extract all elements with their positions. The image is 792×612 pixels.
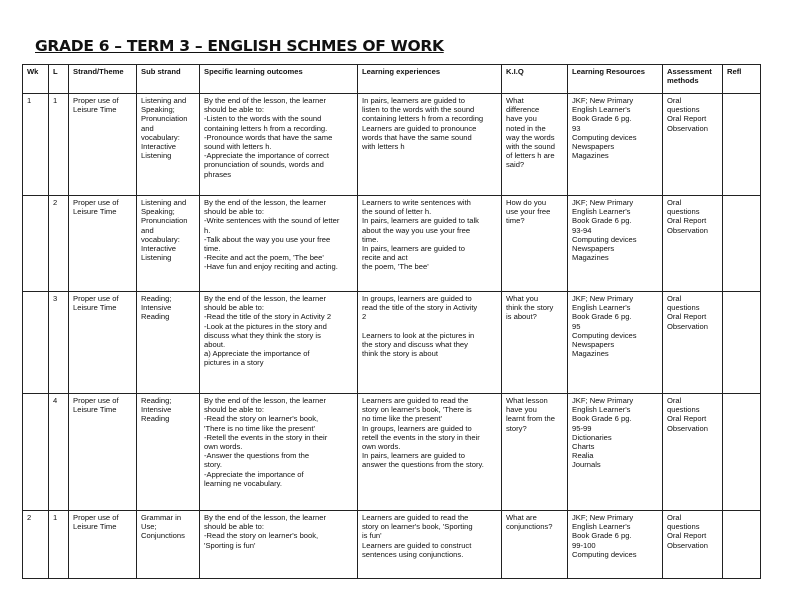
cell-outcomes: By the end of the lesson, the learner should be able to: -Read the story on learner's book, 'Sporting is fun' [200,511,358,579]
table-row [23,94,761,196]
scheme-of-work-table [22,64,761,579]
header-outcomes: Specific learning outcomes [200,65,358,94]
cell-sub-strand: Reading; Intensive Reading [137,394,200,511]
cell-experiences: In pairs, learners are guided to listen to the words with the sound containing letters h from a recording Learners are guided to pronounce words that have the same sound with letters h [358,94,502,196]
cell-resources: JKF; New Primary English Learner's Book Grade 6 pg. 95-99 Dictionaries Charts Realia Journals [568,394,663,511]
header-kiq: K.I.Q [502,65,568,94]
cell-reflection [723,394,761,511]
cell-strand: Proper use of Leisure Time [69,394,137,511]
cell-reflection [723,511,761,579]
cell-experiences: Learners are guided to read the story on learner's book, 'Sporting is fun' Learners are guided to construct sentences using conjunctions. [358,511,502,579]
cell-sub-strand: Reading; Intensive Reading [137,292,200,394]
header-sub-strand: Sub strand [137,65,200,94]
cell-resources: JKF; New Primary English Learner's Book Grade 6 pg. 93-94 Computing devices Newspapers Magazines [568,196,663,292]
cell-reflection [723,94,761,196]
cell-week [23,196,49,292]
cell-strand: Proper use of Leisure Time [69,94,137,196]
header-lesson: L [49,65,69,94]
cell-week: 2 [23,511,49,579]
cell-assessment: Oral questions Oral Report Observation [663,511,723,579]
cell-outcomes: By the end of the lesson, the learner should be able to: -Listen to the words with the sound containing letters h from a recording. -Pronounce words that have the same sound with letters h. -Appreciate the importance of correct pronunciation of sounds, words and phrases [200,94,358,196]
cell-sub-strand: Listening and Speaking; Pronunciation and vocabulary: Interactive Listening [137,94,200,196]
cell-experiences: In groups, learners are guided to read the title of the story in Activity 2 Learners to look at the pictures in the story and discuss what they think the story is about [358,292,502,394]
cell-reflection [723,196,761,292]
header-week: Wk [23,65,49,94]
cell-kiq: What difference have you noted in the way the words with the sound of letters h are said? [502,94,568,196]
cell-reflection [723,292,761,394]
cell-lesson: 1 [49,511,69,579]
cell-experiences: Learners to write sentences with the sound of letter h. In pairs, learners are guided to talk about the way you use your free time. In pairs, learners are guided to recite and act the poem, 'The bee' [358,196,502,292]
header-reflection: Refl [723,65,761,94]
cell-strand: Proper use of Leisure Time [69,196,137,292]
cell-sub-strand: Grammar in Use; Conjunctions [137,511,200,579]
cell-kiq: What lesson have you learnt from the story? [502,394,568,511]
header-row [23,65,761,94]
cell-kiq: What are conjunctions? [502,511,568,579]
cell-outcomes: By the end of the lesson, the learner should be able to: -Read the title of the story in Activity 2 -Look at the pictures in the story and discuss what they think the story is about. a) Appreciate the importance of pictures in a story [200,292,358,394]
cell-assessment: Oral questions Oral Report Observation [663,394,723,511]
cell-lesson: 1 [49,94,69,196]
header-strand: Strand/Theme [69,65,137,94]
cell-lesson: 2 [49,196,69,292]
cell-week: 1 [23,94,49,196]
table-row [23,394,761,511]
table-row [23,196,761,292]
cell-sub-strand: Listening and Speaking; Pronunciation and vocabulary: Interactive Listening [137,196,200,292]
cell-resources: JKF; New Primary English Learner's Book Grade 6 pg. 95 Computing devices Newspapers Magazines [568,292,663,394]
cell-strand: Proper use of Leisure Time [69,511,137,579]
cell-experiences: Learners are guided to read the story on learner's book, 'There is no time like the present' In groups, learners are guided to retell the events in the story in their own words. In pairs, learners are guided to answer the questions from the story. [358,394,502,511]
cell-kiq: What you think the story is about? [502,292,568,394]
cell-outcomes: By the end of the lesson, the learner should be able to: -Read the story on learner's book, 'There is no time like the present' -Retell the events in the story in their own words. -Answer the questions from the story. -Appreciate the importance of learning ne vocabulary. [200,394,358,511]
table-row [23,292,761,394]
cell-assessment: Oral questions Oral Report Observation [663,292,723,394]
header-resources: Learning Resources [568,65,663,94]
cell-kiq: How do you use your free time? [502,196,568,292]
cell-resources: JKF; New Primary English Learner's Book Grade 6 pg. 93 Computing devices Newspapers Magazines [568,94,663,196]
cell-lesson: 4 [49,394,69,511]
header-experiences: Learning experiences [358,65,502,94]
cell-resources: JKF; New Primary English Learner's Book Grade 6 pg. 99-100 Computing devices [568,511,663,579]
cell-assessment: Oral questions Oral Report Observation [663,196,723,292]
header-assessment: Assessment methods [663,65,723,94]
cell-week [23,292,49,394]
cell-strand: Proper use of Leisure Time [69,292,137,394]
cell-lesson: 3 [49,292,69,394]
table-row [23,511,761,579]
cell-week [23,394,49,511]
cell-outcomes: By the end of the lesson, the learner should be able to: -Write sentences with the sound of letter h. -Talk about the way you use your free time. -Recite and act the poem, 'The bee' -Have fun and enjoy reciting and acting. [200,196,358,292]
page-title: GRADE 6 – TERM 3 – ENGLISH SCHMES OF WORK [35,37,444,55]
cell-assessment: Oral questions Oral Report Observation [663,94,723,196]
